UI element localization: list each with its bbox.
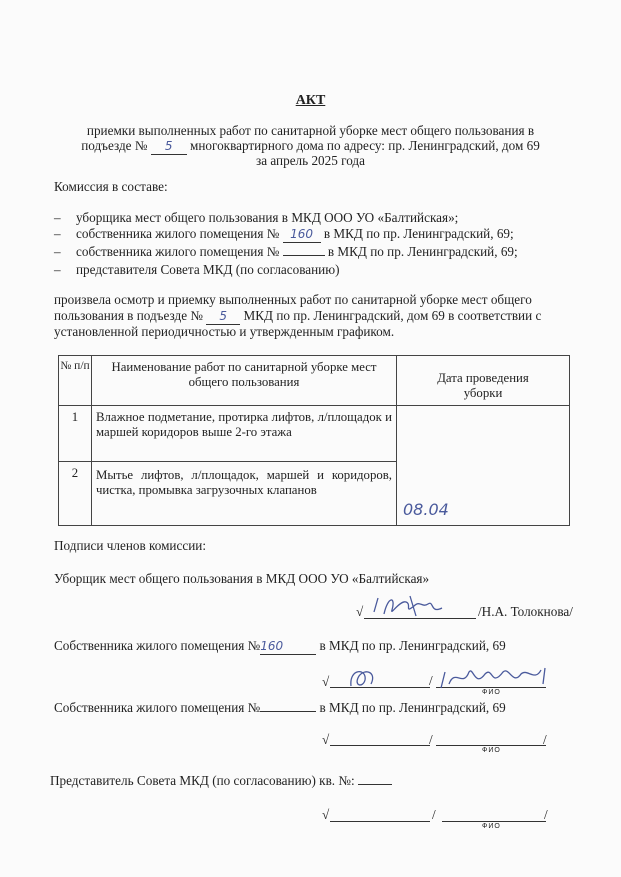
signature-line: [442, 821, 546, 822]
owner-2-line: [54, 699, 506, 716]
list-dash: –: [54, 262, 61, 277]
member-text: в МКД по пр. Ленинградский, 69;: [327, 244, 518, 259]
signature-line: [330, 821, 430, 822]
owner-1-label: Собственника жилого помещения №: [54, 638, 261, 653]
works-table: [58, 355, 570, 526]
owner-1-apartment: 160: [260, 638, 316, 655]
representative-apartment: [358, 772, 392, 785]
cleaner-name: /Н.А. Толокнова/: [478, 604, 573, 619]
body-line-3: установленной периодичностью и утвержденным графиком.: [54, 324, 395, 339]
cleaner-signature-icon: [370, 590, 470, 620]
body-text: пользования в подъезде №: [54, 308, 203, 323]
date-cell: [397, 406, 570, 526]
fio-label: ФИО: [482, 747, 501, 754]
body-line-2: [54, 308, 541, 325]
slash: /: [432, 807, 436, 822]
member-text: собственника жилого помещения №: [76, 226, 280, 241]
row-work: Мытье лифтов, л/площадок, маршей и коридоров, чистка, промывка загрузочных клапанов: [92, 462, 397, 526]
body-text: МКД по пр. Ленинградский, дом 69 в соответствии с: [243, 308, 542, 323]
commission-member-1: [54, 210, 458, 226]
cleaner-label: Уборщик мест общего пользования в МКД ООО УО «Балтийская»: [54, 571, 430, 586]
check-mark: √: [356, 604, 364, 619]
handwritten-date: 08.04: [403, 500, 449, 519]
commission-intro: Комиссия в составе:: [54, 179, 168, 194]
member-text: собственника жилого помещения №: [76, 244, 280, 259]
signature-line: [436, 745, 546, 746]
slash: /: [543, 732, 547, 747]
document-title: АКТ: [295, 93, 326, 108]
member-text: в МКД по пр. Ленинградский, 69;: [323, 226, 514, 241]
fio-label: ФИО: [482, 823, 501, 830]
header-num: № п/п: [59, 356, 92, 406]
representative-line: [50, 772, 392, 789]
owner-2-apartment: [260, 699, 316, 712]
signature-line: [330, 745, 430, 746]
member-text: представителя Совета МКД (по согласованию): [76, 262, 340, 277]
header-work: Наименование работ по санитарной уборке мест общего пользования: [92, 356, 397, 406]
owner-1-address: в МКД по пр. Ленинградский, 69: [319, 638, 506, 653]
signatures-intro: Подписи членов комиссии:: [54, 538, 206, 553]
row-num: 2: [59, 462, 92, 526]
body-line-1: произвела осмотр и приемку выполненных работ по санитарной уборке мест общего: [54, 292, 532, 307]
owner-2-label: Собственника жилого помещения №: [54, 700, 261, 715]
body-entrance-number: 5: [206, 308, 240, 325]
check-mark: √: [322, 807, 330, 822]
owner-1-line: [54, 638, 506, 655]
list-dash: –: [54, 244, 61, 259]
header-address: многоквартирного дома по адресу: пр. Ленинградский, дом 69: [190, 138, 540, 153]
list-dash: –: [54, 226, 61, 241]
slash: /: [429, 673, 433, 688]
commission-member-2: [54, 226, 514, 243]
member-apartment-number: 160: [283, 226, 321, 243]
owner-2-address: в МКД по пр. Ленинградский, 69: [319, 700, 506, 715]
header-line-1: приемки выполненных работ по санитарной уборке мест общего пользования в: [86, 123, 535, 138]
header-date: Дата проведения уборки: [397, 356, 570, 406]
commission-member-4: [54, 262, 339, 278]
check-mark: √: [322, 732, 330, 747]
member-text: уборщика мест общего пользования в МКД ООО УО «Балтийская»;: [76, 210, 459, 225]
row-num: 1: [59, 406, 92, 462]
member-apartment-number: [283, 243, 325, 256]
table-row: [59, 406, 570, 462]
slash: /: [544, 807, 548, 822]
header-entrance-number: 5: [151, 138, 187, 155]
check-mark: √: [322, 674, 330, 689]
table-header-row: [59, 356, 570, 406]
owner-1-signature-icon: [345, 662, 575, 692]
list-dash: –: [54, 210, 61, 225]
row-work: Влажное подметание, протирка лифтов, л/площадок и маршей коридоров выше 2-го этажа: [92, 406, 397, 462]
header-period: за апрель 2025 года: [256, 153, 365, 168]
representative-label: Представитель Совета МКД (по согласованию) кв. №:: [50, 773, 355, 788]
commission-member-3: [54, 243, 518, 260]
slash: /: [429, 732, 433, 747]
header-entrance-label: подъезде №: [81, 138, 148, 153]
fio-label: ФИО: [482, 689, 501, 696]
